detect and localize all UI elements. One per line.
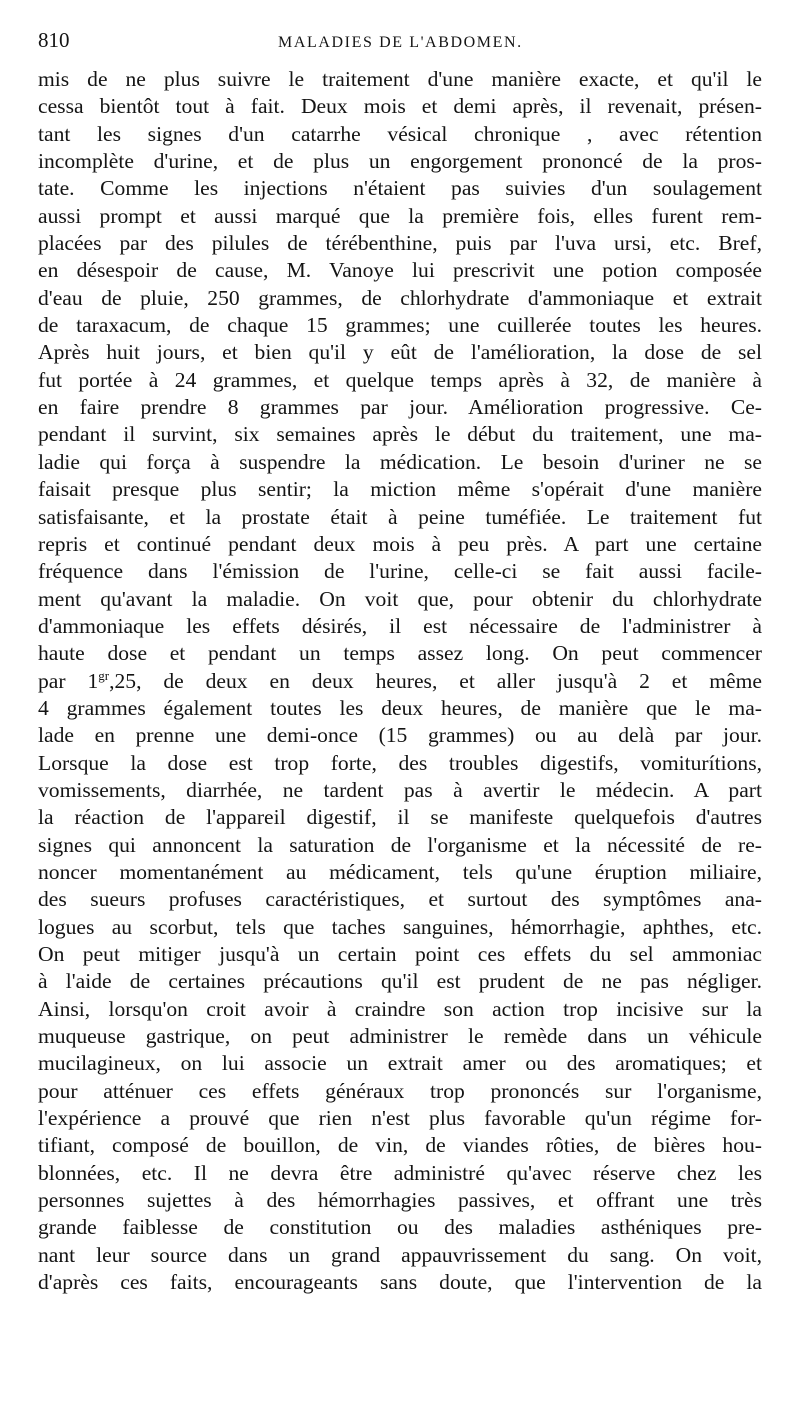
text-line: la réaction de l'appareil digestif, il se manifeste quelquefois d'autres (38, 805, 762, 830)
text-line: par $1^{gr},25$, de deux en deux heures, et aller jusqu'à 2 et même (38, 667, 762, 693)
text-line: fréquence dans l'émission de l'urine, celle-ci se fait aussi facile- (38, 559, 762, 584)
text-line: nant leur source dans un grand appauvrissement du sang. On voit, (38, 1242, 762, 1267)
text-line: haute dose et pendant un temps assez long. On peut commencer (38, 641, 762, 666)
text-line: des sueurs profuses caractéristiques, et surtout des symptômes ana- (38, 887, 762, 912)
unit-superscript: gr (98, 667, 110, 683)
text-line: ment qu'avant la maladie. On voit que, pour obtenir du chlorhydrate (38, 586, 762, 611)
text-line: tant les signes d'un catarrhe vésical chronique , avec rétention (38, 121, 762, 146)
body-text (38, 66, 762, 1296)
running-title: MALADIES DE L'ABDOMEN. (278, 34, 523, 51)
text-line: Ainsi, lorsqu'on croit avoir à craindre son action trop incisive sur la (38, 996, 762, 1021)
text-line: d'ammoniaque les effets désirés, il est nécessaire de l'administrer à (38, 613, 762, 638)
text-line: fut portée à 24 grammes, et quelque temps après à 32, de manière à (38, 367, 762, 392)
text-line: blonnées, etc. Il ne devra être administré qu'avec réserve chez les (38, 1160, 762, 1185)
text-line: en faire prendre 8 grammes par jour. Amélioration progressive. Ce- (38, 395, 762, 420)
text-line: tate. Comme les injections n'étaient pas suivies d'un soulagement (38, 176, 762, 201)
running-head (38, 28, 762, 64)
text-line: l'expérience a prouvé que rien n'est plus favorable qu'un régime for- (38, 1106, 762, 1131)
text-line: faisait presque plus sentir; la miction même s'opérait d'une manière (38, 477, 762, 502)
text-line: Après huit jours, et bien qu'il y eût de l'amélioration, la dose de sel (38, 340, 762, 365)
text-line: noncer momentanément au médicament, tels qu'une éruption miliaire, (38, 859, 762, 884)
text-line: mis de ne plus suivre le traitement d'une manière exacte, et qu'il le (38, 67, 762, 91)
text-line: repris et continué pendant deux mois à peu près. A part une certaine (38, 531, 762, 556)
text-line: muqueuse gastrique, on peut administrer le remède dans un véhicule (38, 1024, 762, 1049)
text-line: personnes sujettes à des hémorrhagies passives, et offrant une très (38, 1188, 762, 1213)
text-line: grande faiblesse de constitution ou des maladies asthéniques pre- (38, 1215, 762, 1240)
text-line: tifiant, composé de bouillon, de vin, de viandes rôties, de bières hou- (38, 1133, 762, 1158)
text-line: vomissements, diarrhée, ne tardent pas à avertir le médecin. A part (38, 777, 762, 802)
text-line: mucilagineux, on lui associe un extrait amer ou des aromatiques; et (38, 1051, 762, 1076)
text-line: en désespoir de cause, M. Vanoye lui prescrivit une potion composée (38, 258, 762, 283)
page-number: 810 (38, 28, 70, 52)
text-line: lade en prenne une demi-once (15 grammes) ou au delà par jour. (38, 723, 762, 748)
text-line: 4 grammes également toutes les deux heures, de manière que le ma- (38, 695, 762, 720)
text-line: incomplète d'urine, et de plus un engorgement prononcé de la pros- (38, 149, 762, 174)
text-line: d'après ces faits, encourageants sans doute, que l'intervention de la (38, 1270, 762, 1295)
text-line: ladie qui força à suspendre la médication. Le besoin d'uriner ne se (38, 449, 762, 474)
text-line: pendant il survint, six semaines après le début du traitement, une ma- (38, 422, 762, 447)
text-line: aussi prompt et aussi marqué que la première fois, elles furent rem- (38, 203, 762, 228)
text-line: de taraxacum, de chaque 15 grammes; une cuillerée toutes les heures. (38, 313, 762, 338)
text-line: satisfaisante, et la prostate était à peine tuméfiée. Le traitement fut (38, 504, 762, 529)
text-line: cessa bientôt tout à fait. Deux mois et demi après, il revenait, présen- (38, 94, 762, 119)
text-line: signes qui annoncent la saturation de l'organisme et la nécessité de re- (38, 832, 762, 857)
text-line: pour atténuer ces effets généraux trop prononcés sur l'organisme, (38, 1078, 762, 1103)
text-line: logues au scorbut, tels que taches sanguines, hémorrhagie, aphthes, etc. (38, 914, 762, 939)
text-line: placées par des pilules de térébenthine, puis par l'uva ursi, etc. Bref, (38, 231, 762, 256)
text-line: Lorsque la dose est trop forte, des troubles digestifs, vomiturítions, (38, 750, 762, 775)
text-line: On peut mitiger jusqu'à un certain point ces effets du sel ammoniac (38, 942, 762, 966)
text-line: d'eau de pluie, 250 grammes, de chlorhydrate d'ammoniaque et extrait (38, 285, 762, 310)
text-line: à l'aide de certaines précautions qu'il est prudent de ne pas négliger. (38, 969, 762, 994)
